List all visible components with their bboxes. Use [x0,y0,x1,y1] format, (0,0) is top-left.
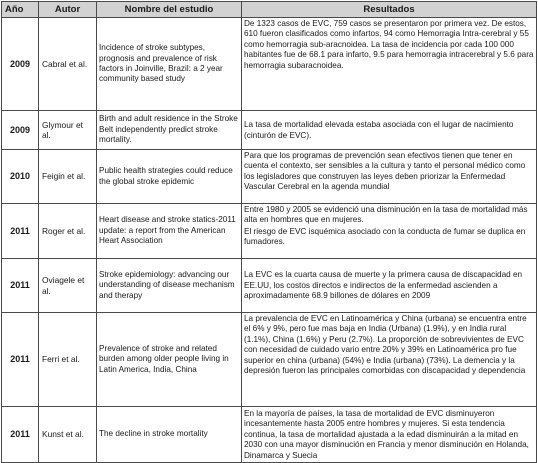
result-paragraph: De 1323 casos de EVC, 759 casos se presentaron por primera vez. De estos, 610 fueron clasificados como infartos, 94 como Hemorragia Intra-cerebral y 55 como hemorragia sub-aracnoidea. La tasa de incidencia por cada 100 000 habitantes fue de 68.1 para infarto, 9.5 para hemorragia intracerebral y 5.6 para hemorragia subaracnoidea. [244,19,534,70]
cell-author: Roger et al. [39,204,97,259]
cell-author: Glymour et al. [39,111,97,150]
header-study: Nombre del estudio [97,2,242,18]
cell-year: 2010 [2,150,39,204]
header-row [2,2,537,18]
cell-results [242,259,537,313]
result-paragraph: La tasa de mortalidad elevada estaba asociada con el lugar de nacimiento (cinturón de EVC). [244,120,514,140]
cell-year: 2009 [2,111,39,150]
result-paragraph: La prevalencia de EVC en Latinoamérica y China (urbana) se encuentra entre el 6% y 9%, pero fue mas baja en India (Urbana) (1.9%), y en India rural (1.1%), China (1.6%) y Peru (2.7%). La proporción de sobrevivientes de EVC con necesidad de cuidado vario entre 20% y 39% en Latinoamérica pro fue superior en china (urbana) (54%) e India (urbana) (73%). La demencia y la depresión fueron las principales comorbidas con discapacidad y dependencia [244,314,527,376]
cell-study: Public health strategies could reduce the global stroke epidemic [97,150,242,204]
result-paragraph: Para que los programas de prevención sean efectivos tienen que tener en cuenta el contexto, ser sensibles a la cultura y tanto el personal médico como los legisladores que construyen las leyes deben priorizar la Enfermedad Vascular Cerebral en la agenda mundial [244,151,526,192]
studies-table-container [1,1,537,463]
table-row [2,18,537,111]
table-row [2,407,537,463]
cell-results [242,18,537,111]
cell-study: Heart disease and stroke statics-2011 update: a report from the American Heart Association [97,204,242,259]
cell-results [242,407,537,463]
cell-year: 2011 [2,407,39,463]
cell-study: The decline in stroke mortality [97,407,242,463]
cell-year: 2011 [2,259,39,313]
cell-study: Incidence of stroke subtypes, prognosis and prevalence of risk factors in Joinville, Brazil: a 2 year community based study [97,18,242,111]
result-paragraph: Entre 1980 y 2005 se evidenció una disminución en la tasa de mortalidad más alta en hombres que en mujeres. [244,205,528,225]
studies-table [1,1,537,463]
table-row [2,150,537,204]
cell-results [242,150,537,204]
cell-study: Stroke epidemiology: advancing our understanding of disease mechanism and therapy [97,259,242,313]
cell-author: Kunst et al. [39,407,97,463]
cell-author: Oviagele et al. [39,259,97,313]
cell-results [242,204,537,259]
result-paragraph: La EVC es la cuarta causa de muerte y la primera causa de discapacidad en EE.UU, los costos directos e indirectos de la enfermedad ascienden a aproximadamente 68.9 billones de dólares en 2009 [244,270,523,301]
cell-author: Cabral et al. [39,18,97,111]
cell-author: Feigin et al. [39,150,97,204]
cell-year: 2009 [2,18,39,111]
table-row [2,259,537,313]
cell-author: Ferri et al. [39,313,97,407]
table-row [2,313,537,407]
result-paragraph: En la mayoría de países, la tasa de mortalidad de EVC disminuyeron incesantemente hasta 2005 entre hombres y mujeres. Si esta tendencia continua, la tasa de mortalidad ajustada a la edad disminuirán a la mitad en 2030 con una mayor disminución en Francia y menor disminución en Holanda, Dinamarca y Suecia [244,408,529,460]
cell-study: Birth and adult residence in the Stroke Belt independently predict stroke mortality. [97,111,242,150]
header-year: Año [2,2,39,18]
cell-results [242,111,537,150]
cell-year: 2011 [2,204,39,259]
header-results: Resultados [242,2,537,18]
cell-year: 2011 [2,313,39,407]
table-row [2,204,537,259]
cell-study: Prevalence of stroke and related burden among older people living in Latin America, India, China [97,313,242,407]
header-author: Autor [39,2,97,18]
cell-results [242,313,537,407]
table-row [2,111,537,150]
result-paragraph: El riesgo de EVC isquémica asociado con la conducta de fumar se duplica en fumadores. [244,226,526,247]
